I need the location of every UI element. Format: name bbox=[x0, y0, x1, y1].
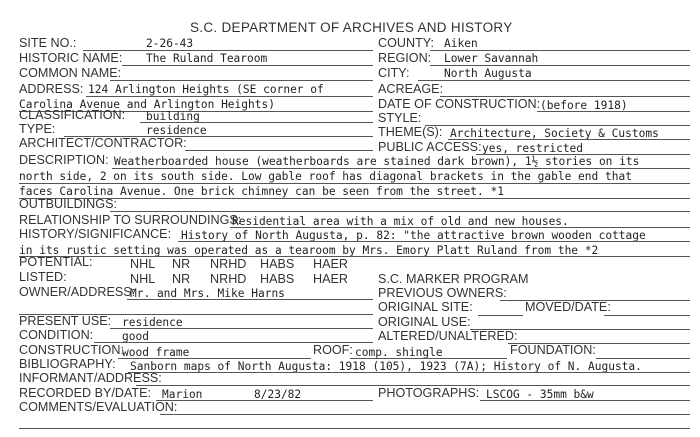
photographs-value: LSCOG - 35mm b&w bbox=[486, 388, 594, 401]
address-label: ADDRESS: bbox=[19, 82, 84, 96]
roof-line bbox=[350, 358, 507, 359]
architect-label: ARCHITECT/CONTRACTOR: bbox=[19, 136, 187, 150]
original-site-line bbox=[478, 315, 523, 316]
comments-line-2 bbox=[19, 428, 690, 429]
potential-habs: HABS bbox=[260, 257, 295, 271]
potential-label: POTENTIAL: bbox=[19, 255, 93, 269]
owner-address-label: OWNER/ADDRESS: bbox=[19, 285, 136, 299]
public-access-label: PUBLIC ACCESS: bbox=[378, 140, 482, 154]
history-label: HISTORY/SIGNIFICANCE: bbox=[19, 227, 172, 241]
original-site-label: ORIGINAL SITE: bbox=[378, 300, 473, 314]
condition-value: good bbox=[122, 330, 149, 343]
recorded-by-line bbox=[156, 400, 373, 401]
history-line-2: in its rustic setting was operated as a tearoom by Mrs. Emory Platt Ruland from the *2 bbox=[19, 244, 599, 257]
listed-haer: HAER bbox=[313, 272, 348, 286]
construction-line bbox=[118, 358, 311, 359]
address-line bbox=[86, 96, 373, 97]
listed-nrhd: NRHD bbox=[210, 272, 247, 286]
address-line-2: Carolina Avenue and Arlington Heights) bbox=[19, 98, 275, 111]
comments-line bbox=[160, 414, 690, 415]
bibliography-line bbox=[128, 372, 690, 373]
common-name-label: COMMON NAME: bbox=[19, 66, 122, 80]
outbuildings-label: OUTBUILDINGS: bbox=[19, 197, 117, 211]
history-rule-2 bbox=[19, 256, 690, 257]
historic-name-label: HISTORIC NAME: bbox=[19, 51, 123, 65]
common-name-line bbox=[110, 80, 373, 81]
city-line bbox=[418, 80, 690, 81]
region-value: Lower Savannah bbox=[444, 52, 539, 65]
owner-address-line bbox=[127, 299, 373, 300]
informant-label: INFORMANT/ADDRESS: bbox=[19, 371, 162, 385]
date-of-construction-line bbox=[537, 111, 690, 112]
potential-haer: HAER bbox=[313, 257, 348, 271]
photographs-label: PHOTOGRAPHS: bbox=[378, 386, 480, 400]
foundation-label: FOUNDATION: bbox=[510, 343, 596, 357]
present-use-label: PRESENT USE: bbox=[19, 314, 112, 328]
region-line bbox=[430, 65, 690, 66]
description-line-2: north side, 2 on its south side. Low gable roof has diagonal brackets in the gable end that bbox=[19, 170, 632, 183]
potential-nr: NR bbox=[172, 257, 191, 271]
recorded-by-value: Marion bbox=[162, 388, 203, 401]
theme-label: THEME(S): bbox=[378, 125, 443, 139]
site-no-value: 2-26-43 bbox=[146, 37, 194, 50]
listed-label: LISTED: bbox=[19, 270, 67, 284]
relationship-value: Residential area with a mix of old and new houses. bbox=[232, 215, 569, 228]
region-label: REGION: bbox=[378, 51, 432, 65]
county-value: Aiken bbox=[444, 37, 478, 50]
moved-date-line bbox=[604, 315, 690, 316]
history-rule-1 bbox=[178, 241, 690, 242]
description-label: DESCRIPTION: bbox=[19, 153, 109, 167]
history-line-1: History of North Augusta, p. 82: "the attractive brown wooden cottage bbox=[181, 229, 646, 242]
roof-label: ROOF: bbox=[313, 343, 353, 357]
listed-habs: HABS bbox=[260, 272, 295, 286]
condition-label: CONDITION: bbox=[19, 328, 94, 342]
address-line-1: 124 Arlington Heights (SE corner of bbox=[88, 83, 324, 96]
comments-label: COMMENTS/EVALUATION: bbox=[19, 400, 178, 414]
original-use-label: ORIGINAL USE: bbox=[378, 315, 471, 329]
classification-line bbox=[140, 122, 373, 123]
classification-label: CLASSIFICATION: bbox=[19, 108, 126, 122]
present-use-line bbox=[110, 328, 373, 329]
construction-value: wood frame bbox=[122, 346, 190, 359]
historic-name-line bbox=[122, 65, 373, 66]
theme-line bbox=[448, 139, 690, 140]
recorded-date-value: 8/23/82 bbox=[254, 388, 302, 401]
relationship-line bbox=[230, 227, 690, 228]
recorded-by-label: RECORDED BY/DATE: bbox=[19, 386, 152, 400]
bibliography-value: Sanborn maps of North Augusta: 1918 (105), 1923 (7A); History of N. Augusta. bbox=[130, 360, 642, 373]
city-label: CITY: bbox=[378, 66, 410, 80]
architect-line bbox=[185, 150, 373, 151]
construction-label: CONSTRUCTION: bbox=[19, 343, 124, 357]
potential-nrhd: NRHD bbox=[210, 257, 247, 271]
outbuildings-line bbox=[110, 211, 690, 212]
site-no-line bbox=[83, 50, 373, 51]
date-of-construction-value: (before 1918) bbox=[540, 99, 628, 112]
listed-nr: NR bbox=[172, 272, 191, 286]
listed-nhl: NHL bbox=[130, 272, 156, 286]
historic-name-value: The Ruland Tearoom bbox=[146, 52, 268, 65]
county-label: COUNTY: bbox=[378, 36, 434, 50]
type-value: residence bbox=[146, 124, 207, 137]
theme-value: Architecture, Society & Customs bbox=[450, 127, 659, 140]
public-access-value: yes, restricted bbox=[482, 142, 584, 155]
date-of-construction-label: DATE OF CONSTRUCTION: bbox=[378, 97, 541, 111]
style-label: STYLE: bbox=[378, 111, 422, 125]
type-label: TYPE: bbox=[19, 122, 56, 136]
relationship-label: RELATIONSHIP TO SURROUNDINGS: bbox=[19, 213, 242, 227]
style-line bbox=[425, 125, 690, 126]
marker-program-label: S.C. MARKER PROGRAM bbox=[378, 272, 529, 286]
description-rule-3 bbox=[19, 198, 690, 199]
potential-nhl: NHL bbox=[130, 257, 156, 271]
classification-value: building bbox=[146, 110, 200, 123]
roof-value: comp. shingle bbox=[355, 346, 443, 359]
site-no-label: SITE NO.: bbox=[19, 36, 77, 50]
photographs-line bbox=[480, 400, 690, 401]
description-rule-1 bbox=[112, 168, 690, 169]
city-value: North Augusta bbox=[444, 67, 532, 80]
description-rule-2 bbox=[19, 183, 690, 184]
foundation-line bbox=[596, 358, 690, 359]
description-line-3: faces Carolina Avenue. One brick chimney can be seen from the street. *1 bbox=[19, 185, 504, 198]
owner-address-value: Mr. and Mrs. Mike Harns bbox=[130, 287, 285, 300]
page-title: S.C. DEPARTMENT OF ARCHIVES AND HISTORY bbox=[190, 20, 513, 35]
altered-label: ALTERED/UNALTERED: bbox=[378, 329, 518, 343]
present-use-value: residence bbox=[122, 316, 183, 329]
bibliography-label: BIBLIOGRAPHY: bbox=[19, 357, 116, 371]
description-line-1: Weatherboarded house (weatherboards are stained dark brown), 1½ stories on its bbox=[114, 155, 640, 168]
acreage-label: ACREAGE: bbox=[378, 82, 444, 96]
moved-date-label: MOVED/DATE: bbox=[525, 300, 611, 314]
previous-owners-label: PREVIOUS OWNERS: bbox=[378, 286, 507, 300]
county-line bbox=[430, 50, 690, 51]
